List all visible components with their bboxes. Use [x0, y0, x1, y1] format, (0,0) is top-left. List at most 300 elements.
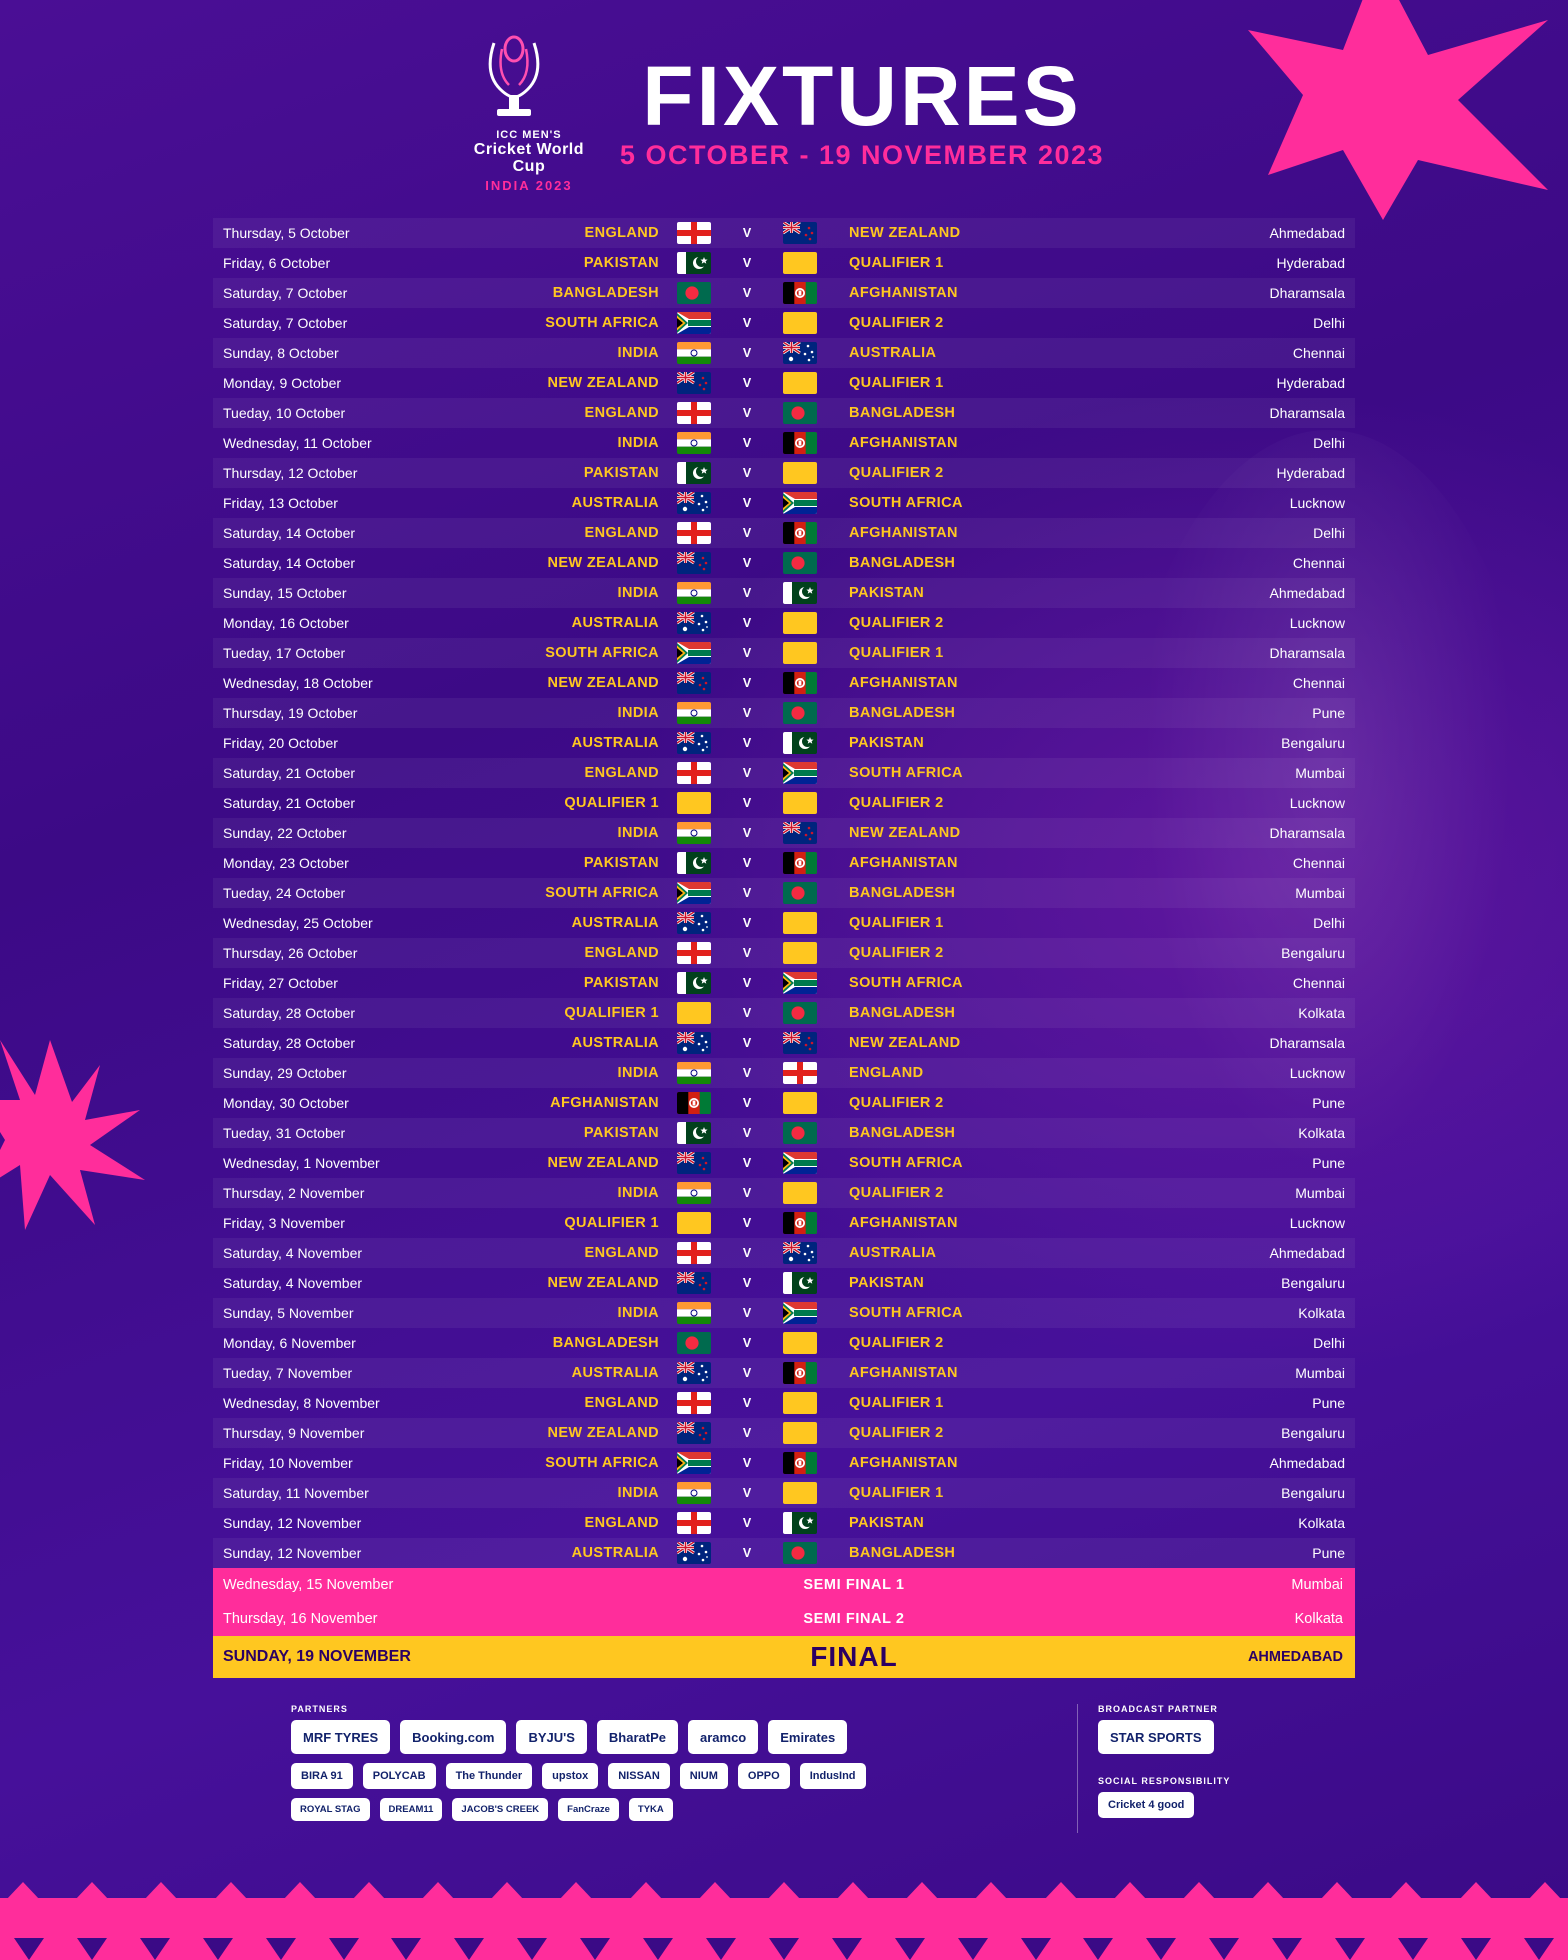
- fixture-team-right: QUALIFIER 2: [849, 315, 944, 331]
- fixture-versus: V: [742, 1486, 752, 1500]
- fixture-flag-left: [659, 312, 729, 334]
- fixture-date: Saturday, 14 October: [223, 525, 356, 541]
- flag-england: [677, 402, 711, 424]
- broadcast-social-block: [1077, 1704, 1277, 1833]
- flag-afghanistan: [783, 852, 817, 874]
- flag-india: [677, 1482, 711, 1504]
- fixture-flag-right: [765, 852, 835, 874]
- fixture-date: Thursday, 12 October: [223, 465, 358, 481]
- fixture-row: [213, 668, 1355, 698]
- fixture-venue: Ahmedabad: [1269, 1245, 1345, 1261]
- fixture-versus: V: [742, 226, 752, 240]
- fixture-flag-left: [659, 762, 729, 784]
- sponsor-logo: Cricket 4 good: [1098, 1792, 1194, 1818]
- fixture-flag-right: [765, 1242, 835, 1264]
- fixture-flag-right: [765, 1392, 835, 1414]
- broadcast-caption: BROADCAST PARTNER: [1098, 1704, 1218, 1714]
- flag-newzealand: [783, 222, 817, 244]
- sponsor-logo: BharatPe: [597, 1720, 678, 1754]
- fixture-venue: Dharamsala: [1269, 1035, 1345, 1051]
- fixture-team-right: AFGHANISTAN: [849, 435, 958, 451]
- fixture-flag-left: [659, 1302, 729, 1324]
- page-subtitle: 5 OCTOBER - 19 NOVEMBER 2023: [619, 140, 1105, 171]
- sponsor-logo: STAR SPORTS: [1098, 1720, 1214, 1754]
- fixture-flag-left: [659, 1062, 729, 1084]
- fixture-flag-right: [765, 342, 835, 364]
- broadcast-row: [1098, 1720, 1277, 1760]
- fixture-date: Sunday, 29 October: [223, 1065, 347, 1081]
- fixture-versus: V: [742, 1246, 752, 1260]
- page-header: [0, 0, 1568, 210]
- fixture-date: Monday, 6 November: [223, 1335, 356, 1351]
- sponsor-logo: aramco: [688, 1720, 758, 1754]
- fixtures-table: [213, 218, 1355, 1678]
- fixture-flag-right: [765, 672, 835, 694]
- fixture-versus: V: [742, 586, 752, 600]
- fixture-team-right: BANGLADESH: [849, 885, 956, 901]
- fixture-flag-right: [765, 282, 835, 304]
- fixture-team-right: PAKISTAN: [849, 1515, 925, 1531]
- fixture-date: Friday, 3 November: [223, 1215, 345, 1231]
- fixture-row: [213, 1268, 1355, 1298]
- flag-qualifier: [783, 1392, 817, 1414]
- fixture-team-left: PAKISTAN: [583, 465, 659, 481]
- flag-india: [677, 822, 711, 844]
- fixture-versus: V: [742, 1396, 752, 1410]
- fixture-date: Saturday, 4 November: [223, 1275, 363, 1291]
- fixture-row: [213, 278, 1355, 308]
- band-triangle: [75, 1882, 109, 1900]
- fixture-flag-right: [765, 1212, 835, 1234]
- fixture-team-left: NEW ZEALAND: [547, 1275, 659, 1291]
- fixture-venue: Bengaluru: [1281, 1275, 1345, 1291]
- flag-newzealand: [677, 1152, 711, 1174]
- fixture-venue: Pune: [1312, 1155, 1345, 1171]
- knockout-date: Wednesday, 15 November: [223, 1577, 394, 1593]
- fixture-team-right: QUALIFIER 2: [849, 795, 944, 811]
- fixture-venue: Chennai: [1292, 855, 1345, 871]
- flag-qualifier: [783, 312, 817, 334]
- sponsor-logo: POLYCAB: [363, 1763, 436, 1789]
- fixture-team-right: QUALIFIER 2: [849, 465, 944, 481]
- fixture-team-right: BANGLADESH: [849, 555, 956, 571]
- fixture-row: [213, 908, 1355, 938]
- band-triangle: [1251, 1882, 1285, 1900]
- fixture-date: Sunday, 12 November: [223, 1545, 362, 1561]
- band-triangle: [1398, 1938, 1428, 1960]
- fixture-team-right: NEW ZEALAND: [849, 825, 961, 841]
- flag-india: [677, 1182, 711, 1204]
- flag-australia: [677, 1542, 711, 1564]
- fixture-team-right: QUALIFIER 1: [849, 1485, 944, 1501]
- sponsor-logo: The Thunder: [446, 1763, 533, 1789]
- fixture-versus: V: [742, 1006, 752, 1020]
- fixture-versus: V: [742, 1216, 752, 1230]
- fixture-row: [213, 518, 1355, 548]
- flag-southafrica: [677, 1452, 711, 1474]
- band-triangle: [1113, 1882, 1147, 1900]
- fixture-venue: Hyderabad: [1276, 255, 1345, 271]
- flag-india: [677, 582, 711, 604]
- band-triangle: [490, 1882, 524, 1900]
- fixture-flag-right: [765, 1332, 835, 1354]
- fixture-row: [213, 758, 1355, 788]
- sponsor-logo: OPPO: [738, 1763, 790, 1789]
- band-triangle: [140, 1938, 170, 1960]
- sponsor-logo: BIRA 91: [291, 1763, 353, 1789]
- flag-pakistan: [677, 852, 711, 874]
- fixture-row: [213, 788, 1355, 818]
- fixture-team-left: NEW ZEALAND: [547, 375, 659, 391]
- fixture-date: Wednesday, 8 November: [223, 1395, 380, 1411]
- fixture-team-right: SOUTH AFRICA: [849, 975, 963, 991]
- fixture-row: [213, 818, 1355, 848]
- fixture-date: Saturday, 28 October: [223, 1005, 356, 1021]
- band-triangle: [352, 1882, 386, 1900]
- fixture-flag-right: [765, 1512, 835, 1534]
- fixture-team-right: AFGHANISTAN: [849, 1365, 958, 1381]
- fixture-team-left: PAKISTAN: [583, 1125, 659, 1141]
- fixture-versus: V: [742, 496, 752, 510]
- page-title: FIXTURES: [642, 48, 1082, 143]
- flag-australia: [677, 492, 711, 514]
- fixture-team-left: BANGLADESH: [552, 285, 659, 301]
- fixture-flag-left: [659, 942, 729, 964]
- flag-afghanistan: [783, 1362, 817, 1384]
- fixture-flag-left: [659, 732, 729, 754]
- sponsor-logo: BYJU'S: [516, 1720, 586, 1754]
- flag-australia: [677, 1032, 711, 1054]
- fixture-venue: Bengaluru: [1281, 1485, 1345, 1501]
- fixture-flag-right: [765, 1152, 835, 1174]
- fixture-flag-right: [765, 1422, 835, 1444]
- fixture-flag-right: [765, 882, 835, 904]
- fixture-team-right: ENGLAND: [849, 1065, 924, 1081]
- flag-bangladesh: [783, 402, 817, 424]
- fixture-team-left: NEW ZEALAND: [547, 1155, 659, 1171]
- fixture-flag-left: [659, 1482, 729, 1504]
- fixture-venue: Hyderabad: [1276, 465, 1345, 481]
- fixture-team-left: AUSTRALIA: [571, 1545, 659, 1561]
- partners-row-1: [291, 1720, 1051, 1754]
- flag-southafrica: [677, 882, 711, 904]
- flag-afghanistan: [783, 522, 817, 544]
- fixture-date: Sunday, 5 November: [223, 1305, 354, 1321]
- trophy-icon: [464, 35, 564, 127]
- fixture-team-right: SOUTH AFRICA: [849, 1155, 963, 1171]
- fixture-flag-left: [659, 1212, 729, 1234]
- flag-australia: [783, 342, 817, 364]
- band-triangle: [283, 1882, 317, 1900]
- flag-qualifier: [783, 1482, 817, 1504]
- flag-australia: [677, 912, 711, 934]
- flag-afghanistan: [783, 1452, 817, 1474]
- fixture-versus: V: [742, 856, 752, 870]
- flag-qualifier: [783, 1332, 817, 1354]
- fixture-row: [213, 1208, 1355, 1238]
- flag-southafrica: [677, 312, 711, 334]
- band-triangle: [1044, 1882, 1078, 1900]
- flag-pakistan: [783, 732, 817, 754]
- fixture-team-right: NEW ZEALAND: [849, 1035, 961, 1051]
- fixture-venue: Chennai: [1292, 975, 1345, 991]
- fixture-row: [213, 578, 1355, 608]
- logo-line-3: INDIA 2023: [485, 178, 573, 194]
- fixture-flag-right: [765, 762, 835, 784]
- flag-southafrica: [783, 762, 817, 784]
- flag-southafrica: [677, 642, 711, 664]
- fixture-venue: Kolkata: [1298, 1305, 1345, 1321]
- fixture-row: [213, 968, 1355, 998]
- fixture-team-left: INDIA: [617, 1065, 659, 1081]
- fixture-team-left: AUSTRALIA: [571, 735, 659, 751]
- fixture-team-right: AFGHANISTAN: [849, 1455, 958, 1471]
- fixture-flag-left: [659, 852, 729, 874]
- fixture-versus: V: [742, 616, 752, 630]
- knockout-label: SEMI FINAL 1: [803, 1577, 905, 1593]
- flag-pakistan: [783, 582, 817, 604]
- fixture-date: Friday, 27 October: [223, 975, 338, 991]
- fixture-versus: V: [742, 436, 752, 450]
- flag-qualifier: [783, 372, 817, 394]
- fixture-flag-right: [765, 972, 835, 994]
- band-triangle: [1209, 1938, 1239, 1960]
- fixture-row: [213, 458, 1355, 488]
- fixture-team-right: AFGHANISTAN: [849, 855, 958, 871]
- fixture-venue: Mumbai: [1295, 1185, 1345, 1201]
- fixture-venue: Chennai: [1292, 675, 1345, 691]
- flag-pakistan: [677, 972, 711, 994]
- knockout-date: SUNDAY, 19 NOVEMBER: [223, 1648, 411, 1665]
- partners-block: [291, 1704, 1051, 1830]
- fixture-date: Sunday, 15 October: [223, 585, 347, 601]
- fixture-flag-left: [659, 912, 729, 934]
- fixture-team-right: BANGLADESH: [849, 1125, 956, 1141]
- flag-southafrica: [783, 1302, 817, 1324]
- fixture-team-left: AUSTRALIA: [571, 615, 659, 631]
- fixture-versus: V: [742, 256, 752, 270]
- sponsor-logo: NIUM: [680, 1763, 728, 1789]
- fixture-venue: Lucknow: [1289, 495, 1345, 511]
- fixture-flag-right: [765, 1542, 835, 1564]
- flag-qualifier: [783, 1422, 817, 1444]
- fixture-team-left: INDIA: [617, 705, 659, 721]
- sponsor-logo: DREAM11: [380, 1798, 443, 1821]
- fixture-team-left: ENGLAND: [584, 945, 659, 961]
- fixture-flag-right: [765, 912, 835, 934]
- fixture-flag-left: [659, 1122, 729, 1144]
- sponsor-logo: TYKA: [629, 1798, 673, 1821]
- fixture-venue: Pune: [1312, 1395, 1345, 1411]
- logo-line-2: Cricket World Cup: [473, 140, 585, 175]
- fixture-versus: V: [742, 1096, 752, 1110]
- knockout-date: Thursday, 16 November: [223, 1611, 378, 1627]
- flag-england: [677, 1392, 711, 1414]
- fixture-team-left: NEW ZEALAND: [547, 675, 659, 691]
- knockout-label: SEMI FINAL 2: [803, 1611, 905, 1627]
- fixture-venue: Delhi: [1313, 525, 1345, 541]
- flag-bangladesh: [783, 1122, 817, 1144]
- flag-india: [677, 432, 711, 454]
- fixture-versus: V: [742, 1036, 752, 1050]
- flag-bangladesh: [677, 1332, 711, 1354]
- fixture-flag-left: [659, 1272, 729, 1294]
- fixture-date: Wednesday, 1 November: [223, 1155, 380, 1171]
- fixture-date: Sunday, 12 November: [223, 1515, 362, 1531]
- fixture-date: Monday, 16 October: [223, 615, 349, 631]
- fixture-team-right: BANGLADESH: [849, 1545, 956, 1561]
- fixture-row: [213, 548, 1355, 578]
- fixture-row: [213, 218, 1355, 248]
- fixture-flag-left: [659, 462, 729, 484]
- fixture-row: [213, 1388, 1355, 1418]
- fixture-versus: V: [742, 1276, 752, 1290]
- fixture-flag-left: [659, 492, 729, 514]
- fixture-date: Saturday, 7 October: [223, 285, 348, 301]
- flag-bangladesh: [783, 702, 817, 724]
- fixture-team-left: SOUTH AFRICA: [545, 885, 659, 901]
- flag-qualifier: [783, 252, 817, 274]
- fixture-team-right: QUALIFIER 1: [849, 375, 944, 391]
- fixture-team-right: AUSTRALIA: [849, 345, 937, 361]
- fixture-date: Saturday, 28 October: [223, 1035, 356, 1051]
- sponsor-logo: NISSAN: [608, 1763, 670, 1789]
- fixture-row: [213, 848, 1355, 878]
- fixture-date: Wednesday, 11 October: [223, 435, 372, 451]
- band-triangle: [1335, 1938, 1365, 1960]
- fixture-venue: Kolkata: [1298, 1515, 1345, 1531]
- fixture-team-right: QUALIFIER 2: [849, 1185, 944, 1201]
- fixture-venue: Pune: [1312, 1545, 1345, 1561]
- fixture-date: Monday, 9 October: [223, 375, 342, 391]
- flag-southafrica: [783, 492, 817, 514]
- fixture-date: Tueday, 7 November: [223, 1365, 353, 1381]
- band-triangle: [1320, 1882, 1354, 1900]
- fixture-venue: Lucknow: [1289, 1215, 1345, 1231]
- fixture-versus: V: [742, 766, 752, 780]
- fixture-flag-left: [659, 432, 729, 454]
- fixture-date: Saturday, 14 October: [223, 555, 356, 571]
- band-triangle: [706, 1938, 736, 1960]
- fixture-venue: Mumbai: [1295, 1365, 1345, 1381]
- fixture-date: Tueday, 24 October: [223, 885, 346, 901]
- flag-qualifier: [783, 942, 817, 964]
- fixture-venue: Ahmedabad: [1269, 225, 1345, 241]
- fixture-date: Wednesday, 25 October: [223, 915, 373, 931]
- fixture-venue: Pune: [1312, 1095, 1345, 1111]
- fixture-row: [213, 428, 1355, 458]
- fixture-versus: V: [742, 316, 752, 330]
- band-triangle: [144, 1882, 178, 1900]
- fixture-team-left: ENGLAND: [584, 1245, 659, 1261]
- fixture-team-right: QUALIFIER 1: [849, 645, 944, 661]
- fixture-flag-right: [765, 1002, 835, 1024]
- fixture-versus: V: [742, 1366, 752, 1380]
- fixture-flag-left: [659, 342, 729, 364]
- fixture-venue: Ahmedabad: [1269, 1455, 1345, 1471]
- fixture-row: [213, 998, 1355, 1028]
- fixture-team-left: PAKISTAN: [583, 975, 659, 991]
- band-triangle: [77, 1938, 107, 1960]
- fixture-team-right: AFGHANISTAN: [849, 1215, 958, 1231]
- fixture-flag-right: [765, 522, 835, 544]
- fixture-versus: V: [742, 886, 752, 900]
- fixture-flag-left: [659, 372, 729, 394]
- flag-england: [677, 942, 711, 964]
- fixture-flag-left: [659, 882, 729, 904]
- flag-southafrica: [783, 1152, 817, 1174]
- fixture-flag-left: [659, 1332, 729, 1354]
- fixture-flag-left: [659, 222, 729, 244]
- fixture-team-left: AUSTRALIA: [571, 1035, 659, 1051]
- fixture-flag-left: [659, 402, 729, 424]
- fixture-flag-left: [659, 582, 729, 604]
- fixture-date: Thursday, 2 November: [223, 1185, 365, 1201]
- flag-bangladesh: [677, 282, 711, 304]
- fixture-team-left: AUSTRALIA: [571, 495, 659, 511]
- partners-row-3: [291, 1798, 1051, 1821]
- flag-pakistan: [783, 1272, 817, 1294]
- knockout-venue: AHMEDABAD: [1247, 1649, 1343, 1665]
- sponsor-logo: FanCraze: [558, 1798, 619, 1821]
- fixture-venue: Mumbai: [1295, 885, 1345, 901]
- fixture-team-right: SOUTH AFRICA: [849, 1305, 963, 1321]
- fixture-team-right: QUALIFIER 2: [849, 1335, 944, 1351]
- fixture-flag-left: [659, 822, 729, 844]
- band-triangle: [214, 1882, 248, 1900]
- fixture-row: [213, 248, 1355, 278]
- fixture-venue: Hyderabad: [1276, 375, 1345, 391]
- flag-southafrica: [783, 972, 817, 994]
- band-triangle: [832, 1938, 862, 1960]
- fixture-team-right: BANGLADESH: [849, 405, 956, 421]
- fixture-row: [213, 638, 1355, 668]
- fixture-versus: V: [742, 1066, 752, 1080]
- fixture-flag-left: [659, 672, 729, 694]
- fixture-venue: Lucknow: [1289, 1065, 1345, 1081]
- fixture-date: Saturday, 21 October: [223, 795, 356, 811]
- knockout-venue: Mumbai: [1291, 1577, 1343, 1593]
- flag-afghanistan: [783, 282, 817, 304]
- flag-afghanistan: [677, 1092, 711, 1114]
- sponsor-logo: MRF TYRES: [291, 1720, 390, 1754]
- flag-bangladesh: [783, 552, 817, 574]
- flag-india: [677, 702, 711, 724]
- fixture-team-left: BANGLADESH: [552, 1335, 659, 1351]
- fixture-date: Friday, 20 October: [223, 735, 338, 751]
- social-caption: SOCIAL RESPONSIBILITY: [1098, 1776, 1231, 1786]
- fixture-date: Tueday, 17 October: [223, 645, 346, 661]
- fixture-team-left: INDIA: [617, 825, 659, 841]
- band-triangle: [559, 1882, 593, 1900]
- fixture-flag-left: [659, 972, 729, 994]
- fixture-venue: Lucknow: [1289, 615, 1345, 631]
- fixture-versus: V: [742, 1456, 752, 1470]
- fixture-row: [213, 1478, 1355, 1508]
- fixture-team-right: SOUTH AFRICA: [849, 765, 963, 781]
- fixture-row: [213, 938, 1355, 968]
- flag-qualifier: [677, 792, 711, 814]
- sponsor-logo: Emirates: [768, 1720, 847, 1754]
- band-triangle: [1524, 1938, 1554, 1960]
- fixture-row: [213, 1298, 1355, 1328]
- flag-bangladesh: [783, 1542, 817, 1564]
- social-row: [1098, 1792, 1277, 1824]
- title-block: [619, 48, 1105, 172]
- fixture-flag-left: [659, 1542, 729, 1564]
- fixture-team-right: QUALIFIER 1: [849, 1395, 944, 1411]
- fixture-row: [213, 1118, 1355, 1148]
